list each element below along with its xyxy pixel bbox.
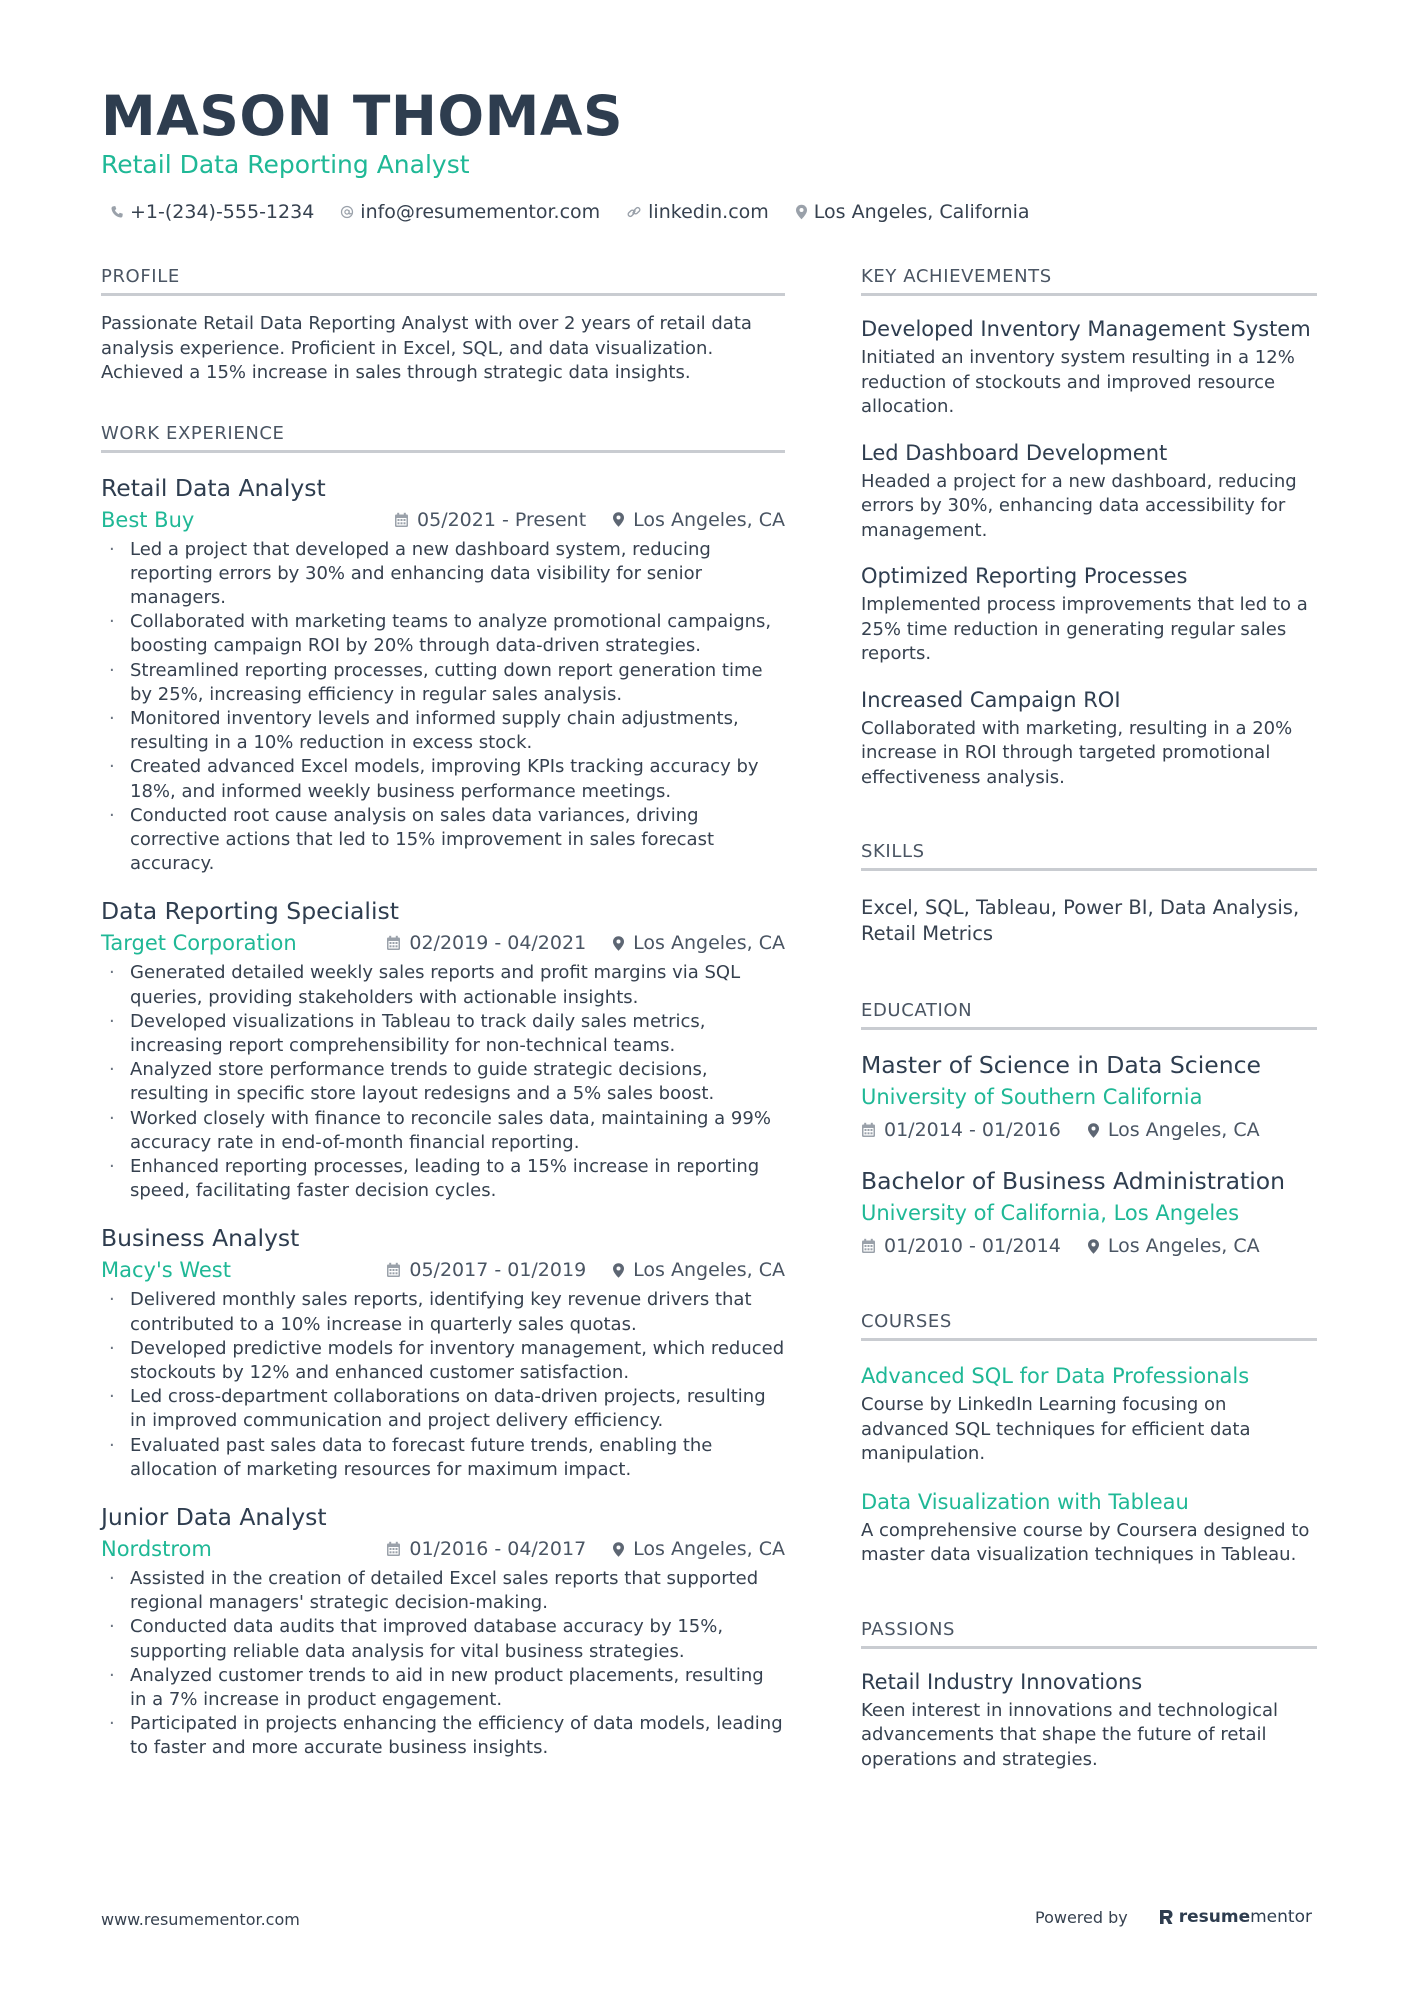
section-heading: WORK EXPERIENCE	[101, 422, 785, 453]
passion-item	[861, 1667, 1317, 1773]
skills-text: Excel, SQL, Tableau, Power BI, Data Analysis, Retail Metrics	[861, 896, 1300, 945]
bullet-item: · Enhanced reporting processes, leading to a 15% increase in reporting speed, facilitating faster decision cycles.	[101, 1155, 785, 1203]
bullet-item: · Analyzed store performance trends to guide strategic decisions, resulting in specific store layout redesigns and a 5% sales boost.	[101, 1058, 785, 1106]
company-name: Best Buy	[101, 507, 195, 532]
candidate-name: MASON THOMAS	[101, 84, 624, 148]
course-item	[861, 1487, 1317, 1568]
education-dates	[861, 1119, 1061, 1141]
right-column	[861, 265, 1317, 1772]
job-list	[101, 473, 785, 1761]
bullet-item: · Worked closely with finance to reconcile sales data, maintaining a 99% accuracy rate in end-of-month financial reporting.	[101, 1107, 785, 1155]
brand-logo[interactable]	[1158, 1907, 1312, 1927]
job-entry	[101, 1502, 785, 1761]
contact-email[interactable]	[340, 201, 600, 223]
course-desc: A comprehensive course by Coursera designed to master data visualization techniques in Tableau.	[861, 1519, 1310, 1565]
degree-title: Master of Science in Data Science	[861, 1051, 1261, 1079]
phone-text: +1-(234)-555-1234	[130, 201, 315, 223]
bullet-item: · Generated detailed weekly sales reports and profit margins via SQL queries, providing stakeholders with actionable insights.	[101, 961, 785, 1009]
contact-bar	[110, 197, 1056, 227]
education-section	[861, 999, 1317, 1262]
company-name: Target Corporation	[101, 931, 297, 956]
achievement-item	[861, 314, 1317, 420]
job-title: Retail Data Analyst	[101, 473, 326, 502]
job-dates-text: 01/2016 - 04/2017	[409, 1538, 587, 1560]
course-item	[861, 1361, 1317, 1467]
bullet-list	[101, 1288, 785, 1482]
passions-section	[861, 1618, 1317, 1773]
company-name: Nordstrom	[101, 1537, 212, 1561]
job-location	[612, 1259, 785, 1281]
skills-section	[861, 840, 1317, 947]
education-dates-text: 01/2010 - 01/2014	[884, 1235, 1061, 1257]
bullet-item: · Led cross-department collaborations on data-driven projects, resulting in improved communication and project delivery efficiency.	[101, 1385, 785, 1433]
resumementor-logo-icon	[1158, 1908, 1174, 1926]
achievement-desc: Implemented process improvements that led to a 25% time reduction in generating regular sales reports.	[861, 594, 1308, 664]
achievement-title: Optimized Reporting Processes	[861, 564, 1188, 588]
achievement-desc: Initiated an inventory system resulting in a 12% reduction of stockouts and improved resource allocation.	[861, 347, 1295, 417]
job-location-text: Los Angeles, CA	[633, 1538, 785, 1560]
achievement-title: Developed Inventory Management System	[861, 317, 1311, 341]
linkedin-text: linkedin.com	[648, 201, 769, 223]
courses-section	[861, 1310, 1317, 1568]
education-meta	[861, 1230, 1317, 1262]
job-dates-text: 05/2021 - Present	[417, 508, 587, 531]
calendar-icon	[386, 1541, 401, 1557]
job-meta	[101, 927, 785, 959]
phone-icon	[110, 205, 124, 219]
footer-url[interactable]: www.resumementor.com	[101, 1910, 300, 1929]
job-dates	[394, 509, 586, 531]
passion-list	[861, 1667, 1317, 1773]
school-name: University of Southern California	[861, 1085, 1203, 1109]
profile-text: Passionate Retail Data Reporting Analyst with over 2 years of retail data analysis experience. Proficient in Excel, SQL, and data visualization. Achieved a 15% increase in sales through strategic data insights.	[101, 313, 752, 383]
location-pin-icon	[612, 1262, 625, 1279]
achievements-section	[861, 265, 1317, 790]
section-heading: PASSIONS	[861, 1618, 1317, 1649]
section-heading: EDUCATION	[861, 999, 1317, 1030]
bullet-item: · Analyzed customer trends to aid in new product placements, resulting in a 7% increase in product engagement.	[101, 1664, 785, 1712]
powered-by-label: Powered by	[1035, 1907, 1128, 1927]
link-icon	[626, 204, 642, 220]
brand-light: mentor	[1250, 1907, 1312, 1927]
calendar-icon	[861, 1238, 876, 1254]
job-location-text: Los Angeles, CA	[633, 1259, 785, 1282]
bullet-item: · Developed predictive models for inventory management, which reduced stockouts by 12% and enhanced customer satisfaction.	[101, 1337, 785, 1385]
bullet-item: · Participated in projects enhancing the efficiency of data models, leading to faster and more accurate business insights.	[101, 1712, 785, 1760]
bullet-item: · Delivered monthly sales reports, identifying key revenue drivers that contributed to a 10% increase in quarterly sales quotas.	[101, 1288, 785, 1336]
course-desc: Course by LinkedIn Learning focusing on advanced SQL techniques for efficient data manipulation.	[861, 1394, 1251, 1464]
location-text: Los Angeles, California	[813, 201, 1030, 223]
achievement-title: Increased Campaign ROI	[861, 687, 1121, 712]
job-dates	[386, 1538, 586, 1560]
bullet-item: · Collaborated with marketing teams to analyze promotional campaigns, boosting campaign ROI by 20% through data-driven strategies.	[101, 610, 785, 658]
brand-bold: resume	[1178, 1907, 1251, 1927]
job-location	[612, 1538, 785, 1560]
job-dates	[386, 1259, 586, 1281]
bullet-item: · Streamlined reporting processes, cutting down report generation time by 25%, increasing efficiency in regular sales analysis.	[101, 659, 785, 707]
candidate-title: Retail Data Reporting Analyst	[101, 150, 470, 179]
job-location	[612, 932, 785, 954]
job-entry	[101, 896, 785, 1203]
education-meta	[861, 1114, 1317, 1146]
education-item	[861, 1050, 1317, 1146]
bullet-item: · Developed visualizations in Tableau to track daily sales metrics, increasing report comprehensibility for non-technical teams.	[101, 1010, 785, 1058]
job-entry	[101, 473, 785, 877]
job-location-text: Los Angeles, CA	[633, 508, 785, 531]
achievement-desc: Headed a project for a new dashboard, reducing errors by 30%, enhancing data accessibility for management.	[861, 470, 1297, 541]
calendar-icon	[386, 935, 401, 951]
footer-powered-by	[1035, 1907, 1312, 1927]
section-heading: PROFILE	[101, 265, 785, 296]
bullet-item: · Conducted data audits that improved database accuracy by 15%, supporting reliable data analysis for vital business strategies.	[101, 1615, 785, 1663]
bullet-item: · Evaluated past sales data to forecast future trends, enabling the allocation of marketing resources for maximum impact.	[101, 1434, 785, 1482]
job-dates-text: 05/2017 - 01/2019	[409, 1259, 587, 1282]
bullet-list	[101, 961, 785, 1203]
passion-desc: Keen interest in innovations and technological advancements that shape the future of retail operations and strategies.	[861, 1699, 1278, 1770]
left-column	[101, 265, 785, 1761]
job-location-text: Los Angeles, CA	[633, 932, 785, 955]
location-pin-icon	[1087, 1238, 1100, 1255]
company-name: Macy's West	[101, 1258, 231, 1283]
job-title: Data Reporting Specialist	[101, 897, 399, 926]
education-item	[861, 1166, 1317, 1262]
bullet-list	[101, 538, 785, 877]
job-title: Junior Data Analyst	[101, 1503, 327, 1531]
school-name: University of California, Los Angeles	[861, 1201, 1240, 1225]
email-text: info@resumementor.com	[360, 201, 601, 223]
location-pin-icon	[795, 204, 808, 220]
course-title: Advanced SQL for Data Professionals	[861, 1364, 1250, 1388]
calendar-icon	[861, 1122, 876, 1138]
job-entry	[101, 1223, 785, 1482]
degree-title: Bachelor of Business Administration	[861, 1167, 1286, 1195]
calendar-icon	[386, 1262, 401, 1278]
achievement-title: Led Dashboard Development	[861, 440, 1168, 465]
job-dates-text: 02/2019 - 04/2021	[409, 932, 587, 955]
job-location	[612, 509, 785, 531]
at-icon	[340, 205, 354, 219]
job-meta	[101, 1533, 785, 1565]
bullet-item: · Created advanced Excel models, improving KPIs tracking accuracy by 18%, and informed weekly business performance meetings.	[101, 755, 785, 803]
job-dates	[386, 932, 586, 954]
bullet-item: · Monitored inventory levels and informed supply chain adjustments, resulting in a 10% reduction in excess stock.	[101, 707, 785, 755]
bullet-item: · Conducted root cause analysis on sales data variances, driving corrective actions that led to 15% improvement in sales forecast accuracy.	[101, 804, 785, 877]
education-dates	[861, 1235, 1061, 1257]
experience-section	[101, 422, 785, 1761]
calendar-icon	[394, 512, 409, 528]
education-location-text: Los Angeles, CA	[1107, 1119, 1260, 1141]
job-meta	[101, 1254, 785, 1286]
profile-section	[101, 265, 785, 386]
education-location-text: Los Angeles, CA	[1107, 1235, 1260, 1257]
bullet-item: · Assisted in the creation of detailed Excel sales reports that supported regional managers' strategic decision-making.	[101, 1567, 785, 1615]
education-dates-text: 01/2014 - 01/2016	[884, 1119, 1061, 1141]
section-heading: COURSES	[861, 1310, 1317, 1341]
achievement-list	[861, 314, 1317, 790]
location-pin-icon	[1087, 1122, 1100, 1139]
location-pin-icon	[612, 511, 625, 528]
contact-linkedin[interactable]	[626, 201, 769, 223]
contact-location	[795, 201, 1030, 223]
course-list	[861, 1361, 1317, 1568]
section-heading: KEY ACHIEVEMENTS	[861, 265, 1317, 296]
education-list	[861, 1050, 1317, 1262]
achievement-item	[861, 561, 1317, 667]
course-title: Data Visualization with Tableau	[861, 1489, 1189, 1514]
section-heading: SKILLS	[861, 840, 1317, 871]
job-meta	[101, 504, 785, 536]
achievement-item	[861, 685, 1317, 791]
passion-title: Retail Industry Innovations	[861, 1669, 1143, 1694]
contact-phone[interactable]	[110, 201, 314, 223]
achievement-item	[861, 438, 1317, 544]
job-title: Business Analyst	[101, 1224, 300, 1253]
bullet-item: · Led a project that developed a new dashboard system, reducing reporting errors by 30% and enhancing data visibility for senior managers.	[101, 538, 785, 611]
achievement-desc: Collaborated with marketing, resulting in a 20% increase in ROI through targeted promotional effectiveness analysis.	[861, 717, 1293, 788]
location-pin-icon	[612, 1541, 625, 1558]
bullet-list	[101, 1567, 785, 1761]
location-pin-icon	[612, 935, 625, 952]
education-location	[1087, 1235, 1260, 1257]
education-location	[1087, 1119, 1260, 1141]
